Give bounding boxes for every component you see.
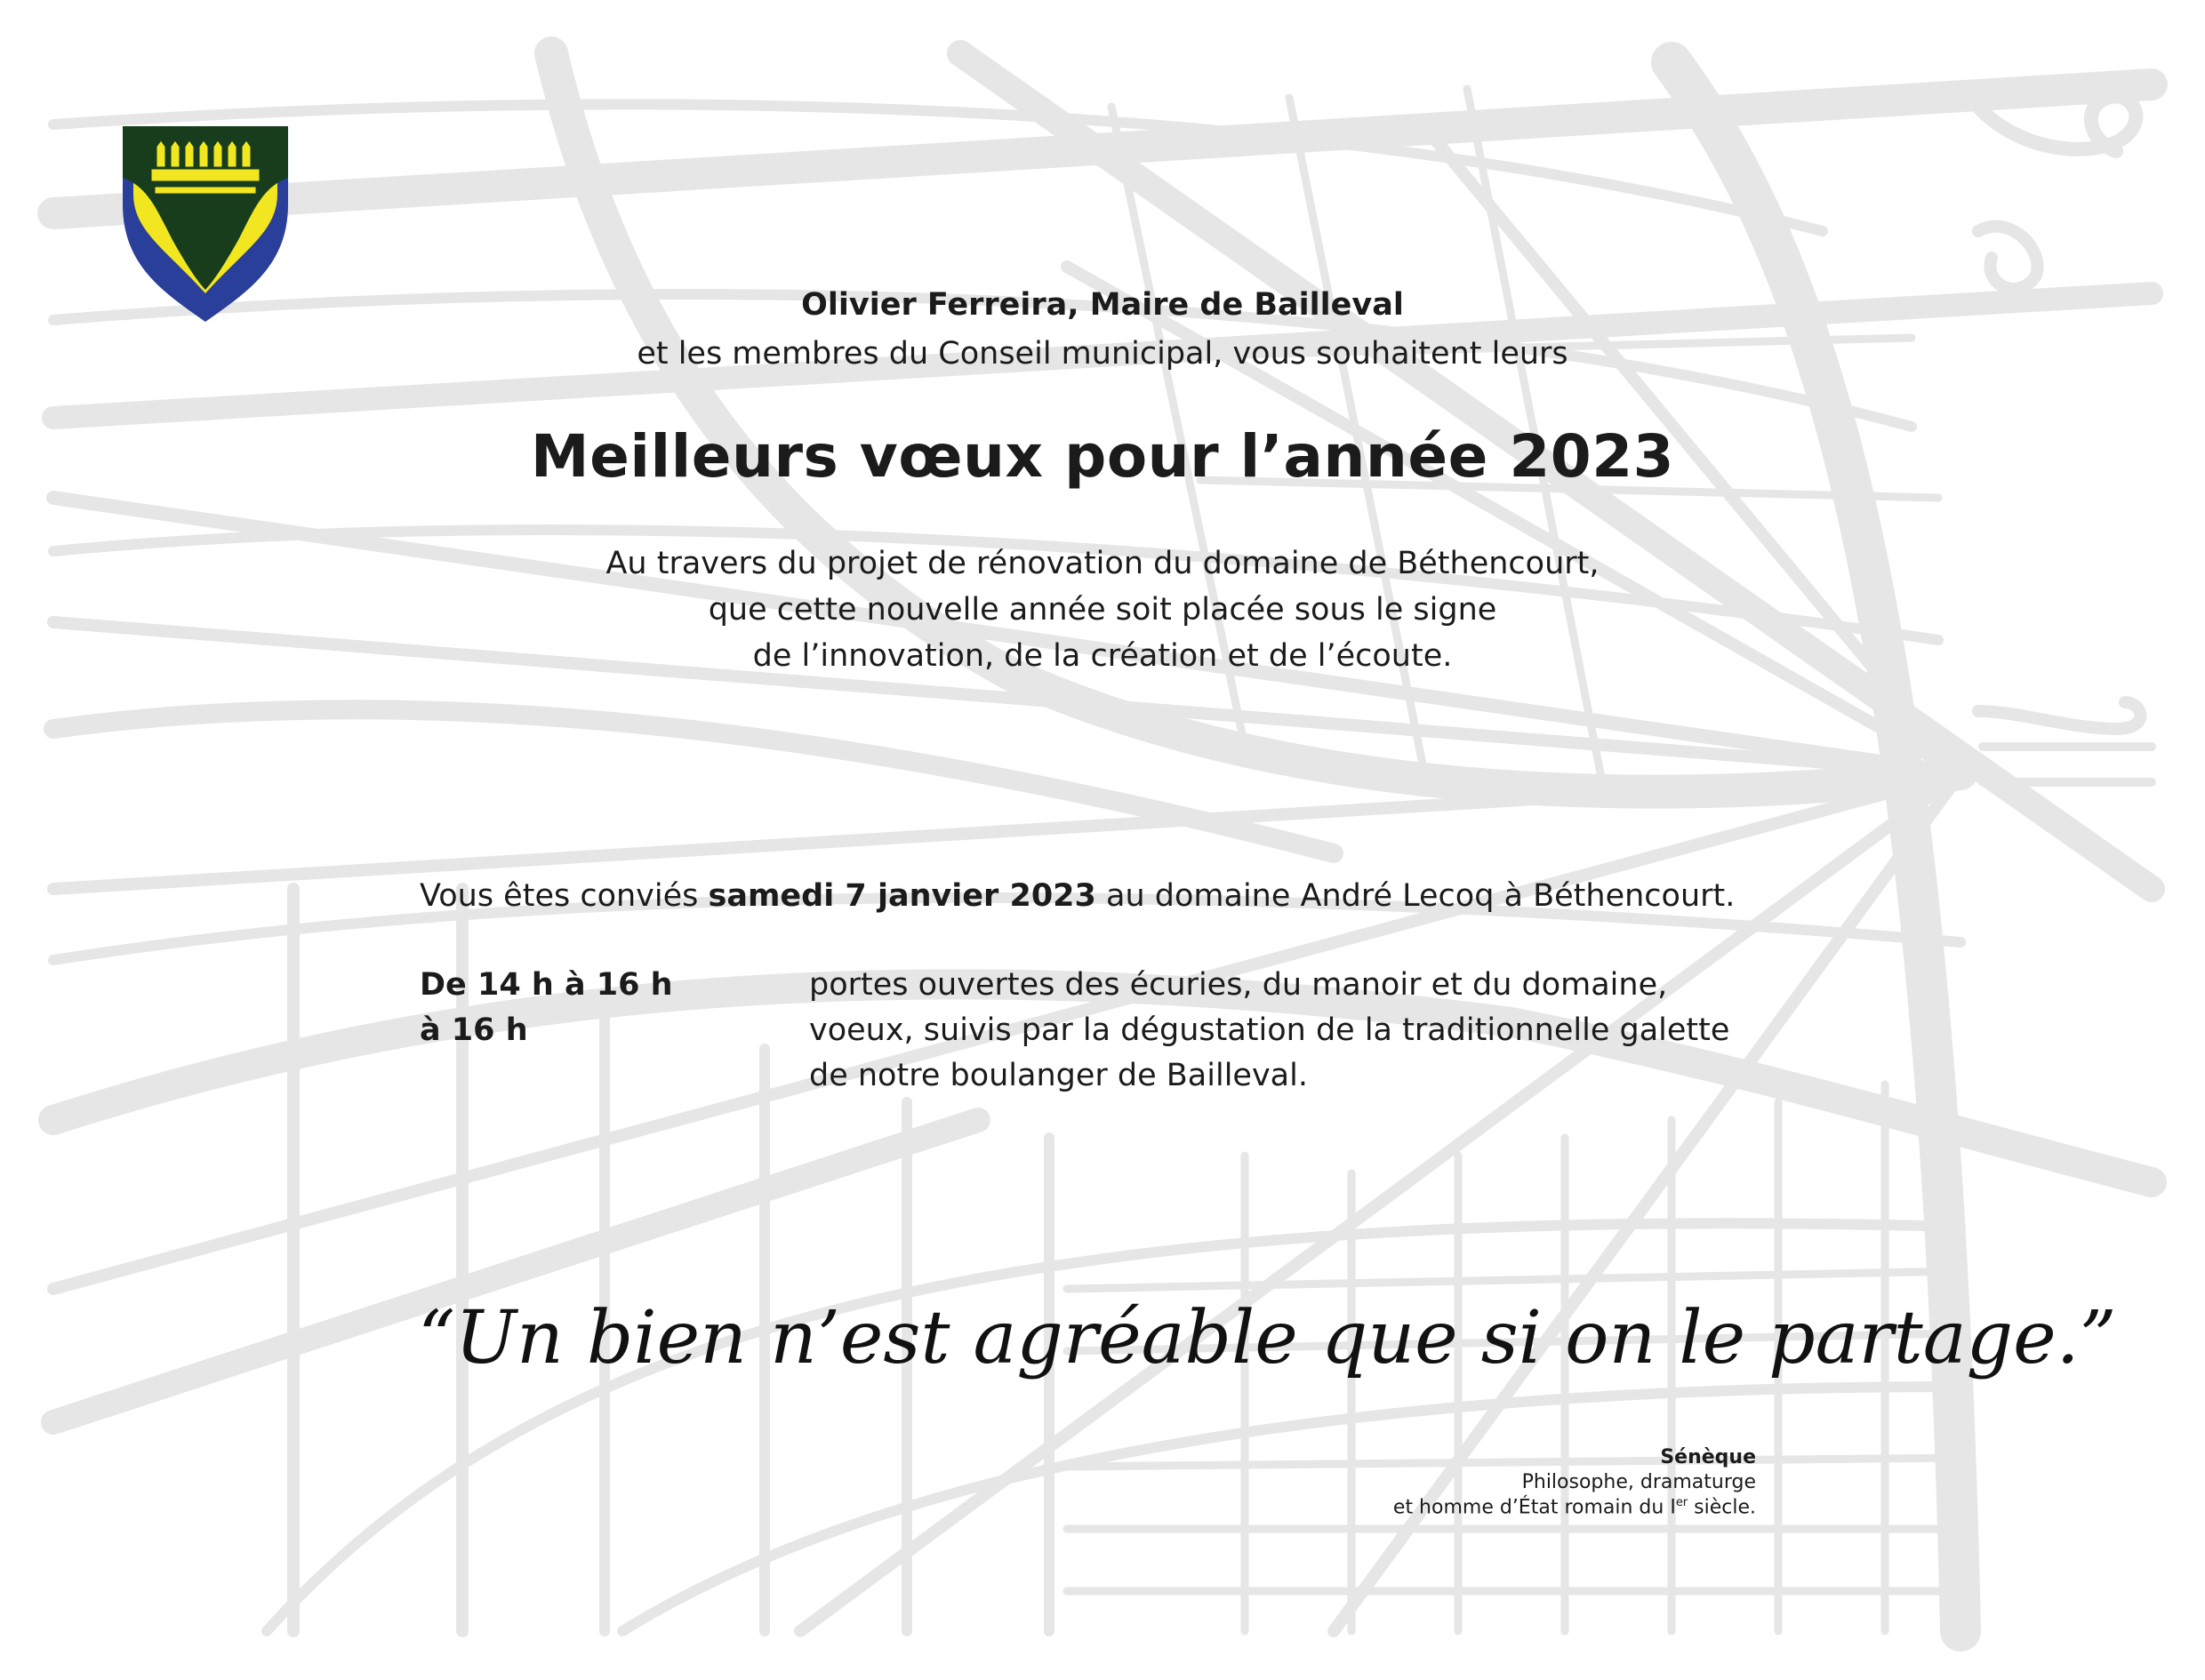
author-desc-suffix: siècle. — [1688, 1496, 1756, 1519]
author-desc-superscript: er — [1675, 1496, 1688, 1509]
intro-line: Au travers du projet de rénovation du domaine de Béthencourt, — [605, 546, 1600, 581]
author-desc-prefix: et homme d’État romain du I — [1392, 1496, 1676, 1519]
invitation-date: samedi 7 janvier 2023 — [708, 878, 1096, 914]
invitation-text-after: au domaine André Lecoq à Béthencourt. — [1095, 878, 1736, 914]
quote-author: Sénèque — [1660, 1446, 1756, 1468]
intro-line: que cette nouvelle année soit placée sous le signe — [708, 592, 1497, 628]
sender-name: Olivier Ferreira, Maire de Bailleval — [801, 287, 1404, 323]
quote-author-title: Philosophe, dramaturge — [1521, 1471, 1756, 1493]
intro-line: de l’innovation, de la création et de l’écoute. — [752, 638, 1453, 674]
schedule-description: de notre boulanger de Bailleval. — [809, 1058, 1308, 1093]
invitation-line — [420, 878, 1735, 914]
card-title: Meilleurs vœux pour l’année 2023 — [530, 422, 1675, 491]
quote-author-description — [1393, 1496, 1756, 1518]
invitation-text-before: Vous êtes conviés — [420, 878, 709, 914]
schedule-description: portes ouvertes des écuries, du manoir et du domaine, — [809, 967, 1668, 1003]
schedule-time: De 14 h à 16 h — [420, 967, 673, 1003]
schedule-time: à 16 h — [420, 1012, 528, 1048]
schedule-description: voeux, suivis par la dégustation de la traditionnelle galette — [809, 1012, 1730, 1048]
intro-paragraph — [0, 540, 2205, 679]
quote-text: “Un bien n’est agréable que si on le partage.” — [418, 1296, 2117, 1380]
sender-line: et les membres du Conseil municipal, vous souhaitent leurs — [637, 336, 1568, 372]
